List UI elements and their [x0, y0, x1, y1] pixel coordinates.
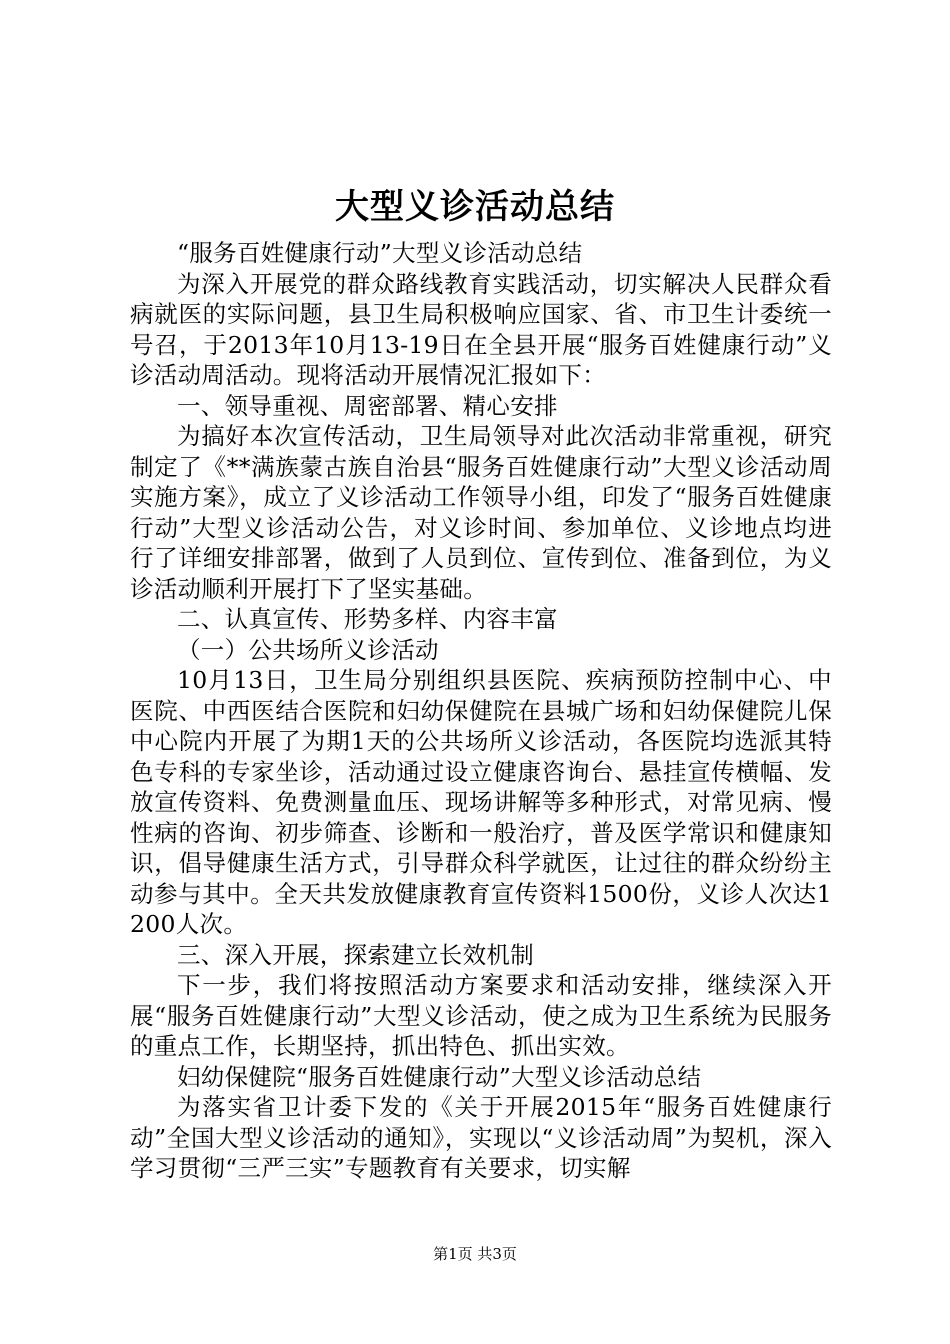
- section-heading-3: 三、深入开展，探索建立长效机制: [177, 940, 534, 969]
- section-heading-2: 二、认真宣传、形势多样、内容丰富: [177, 605, 558, 633]
- paragraph-second-title: 妇幼保健院“服务百姓健康行动”大型义诊活动总结: [177, 1062, 702, 1091]
- section-heading-1: 一、领导重视、周密部署、精心安排: [177, 391, 558, 420]
- paragraph-section-1: 为搞好本次宣传活动，卫生局领导对此次活动非常重视，研究制定了《**满族蒙古族自治县“服务百姓健康行动”大型义诊活动周实施方案》，成立了义诊活动工作领导小组，印发了“服务百姓健康行动”大型义诊活动公告，对义诊时间、参加单位、义诊地点均进行了详细安排部署，做到了人员到位、宣传到位、准备到位，为义诊活动顺利开展打下了坚实基础。: [130, 422, 832, 603]
- paragraph-subtitle: “服务百姓健康行动”大型义诊活动总结: [177, 239, 583, 267]
- paragraph-section-2: 10月13日，卫生局分别组织县医院、疾病预防控制中心、中医院、中西医结合医院和妇幼保健院在县城广场和妇幼保健院儿保中心院内开展了为期1天的公共场所义诊活动，各医院均选派其特色专科的专家坐诊，活动通过设立健康咨询台、悬挂宣传横幅、发放宣传资料、免费测量血压、现场讲解等多种形式，对常见病、慢性病的咨询、初步筛查、诊断和一般治疗，普及医学常识和健康知识，倡导健康生活方式，引导群众科学就医，让过往的群众纷纷主动参与其中。全天共发放健康教育宣传资料1500份，义诊人次达1200人次。: [130, 666, 832, 938]
- document-body: [130, 238, 832, 1184]
- paragraph-intro: 为深入开展党的群众路线教育实践活动，切实解决人民群众看病就医的实际问题，县卫生局积极响应国家、省、市卫生计委统一号召，于2013年10月13-19日在全县开展“服务百姓健康行动”义诊活动周活动。现将活动开展情况汇报如下：: [130, 269, 832, 389]
- subsection-heading: （一）公共场所义诊活动: [177, 635, 439, 664]
- page-footer: 第1页 共3页: [433, 1245, 517, 1263]
- paragraph-second-intro: 为落实省卫计委下发的《关于开展2015年“服务百姓健康行动”全国大型义诊活动的通知》，实现以“义诊活动周”为契机，深入学习贯彻“三严三实”专题教育有关要求，切实解: [130, 1093, 832, 1182]
- document-title: 大型义诊活动总结: [335, 187, 615, 227]
- paragraph-section-3: 下一步，我们将按照活动方案要求和活动安排，继续深入开展“服务百姓健康行动”大型义诊活动，使之成为卫生系统为民服务的重点工作，长期坚持，抓出特色、抓出实效。: [130, 971, 832, 1060]
